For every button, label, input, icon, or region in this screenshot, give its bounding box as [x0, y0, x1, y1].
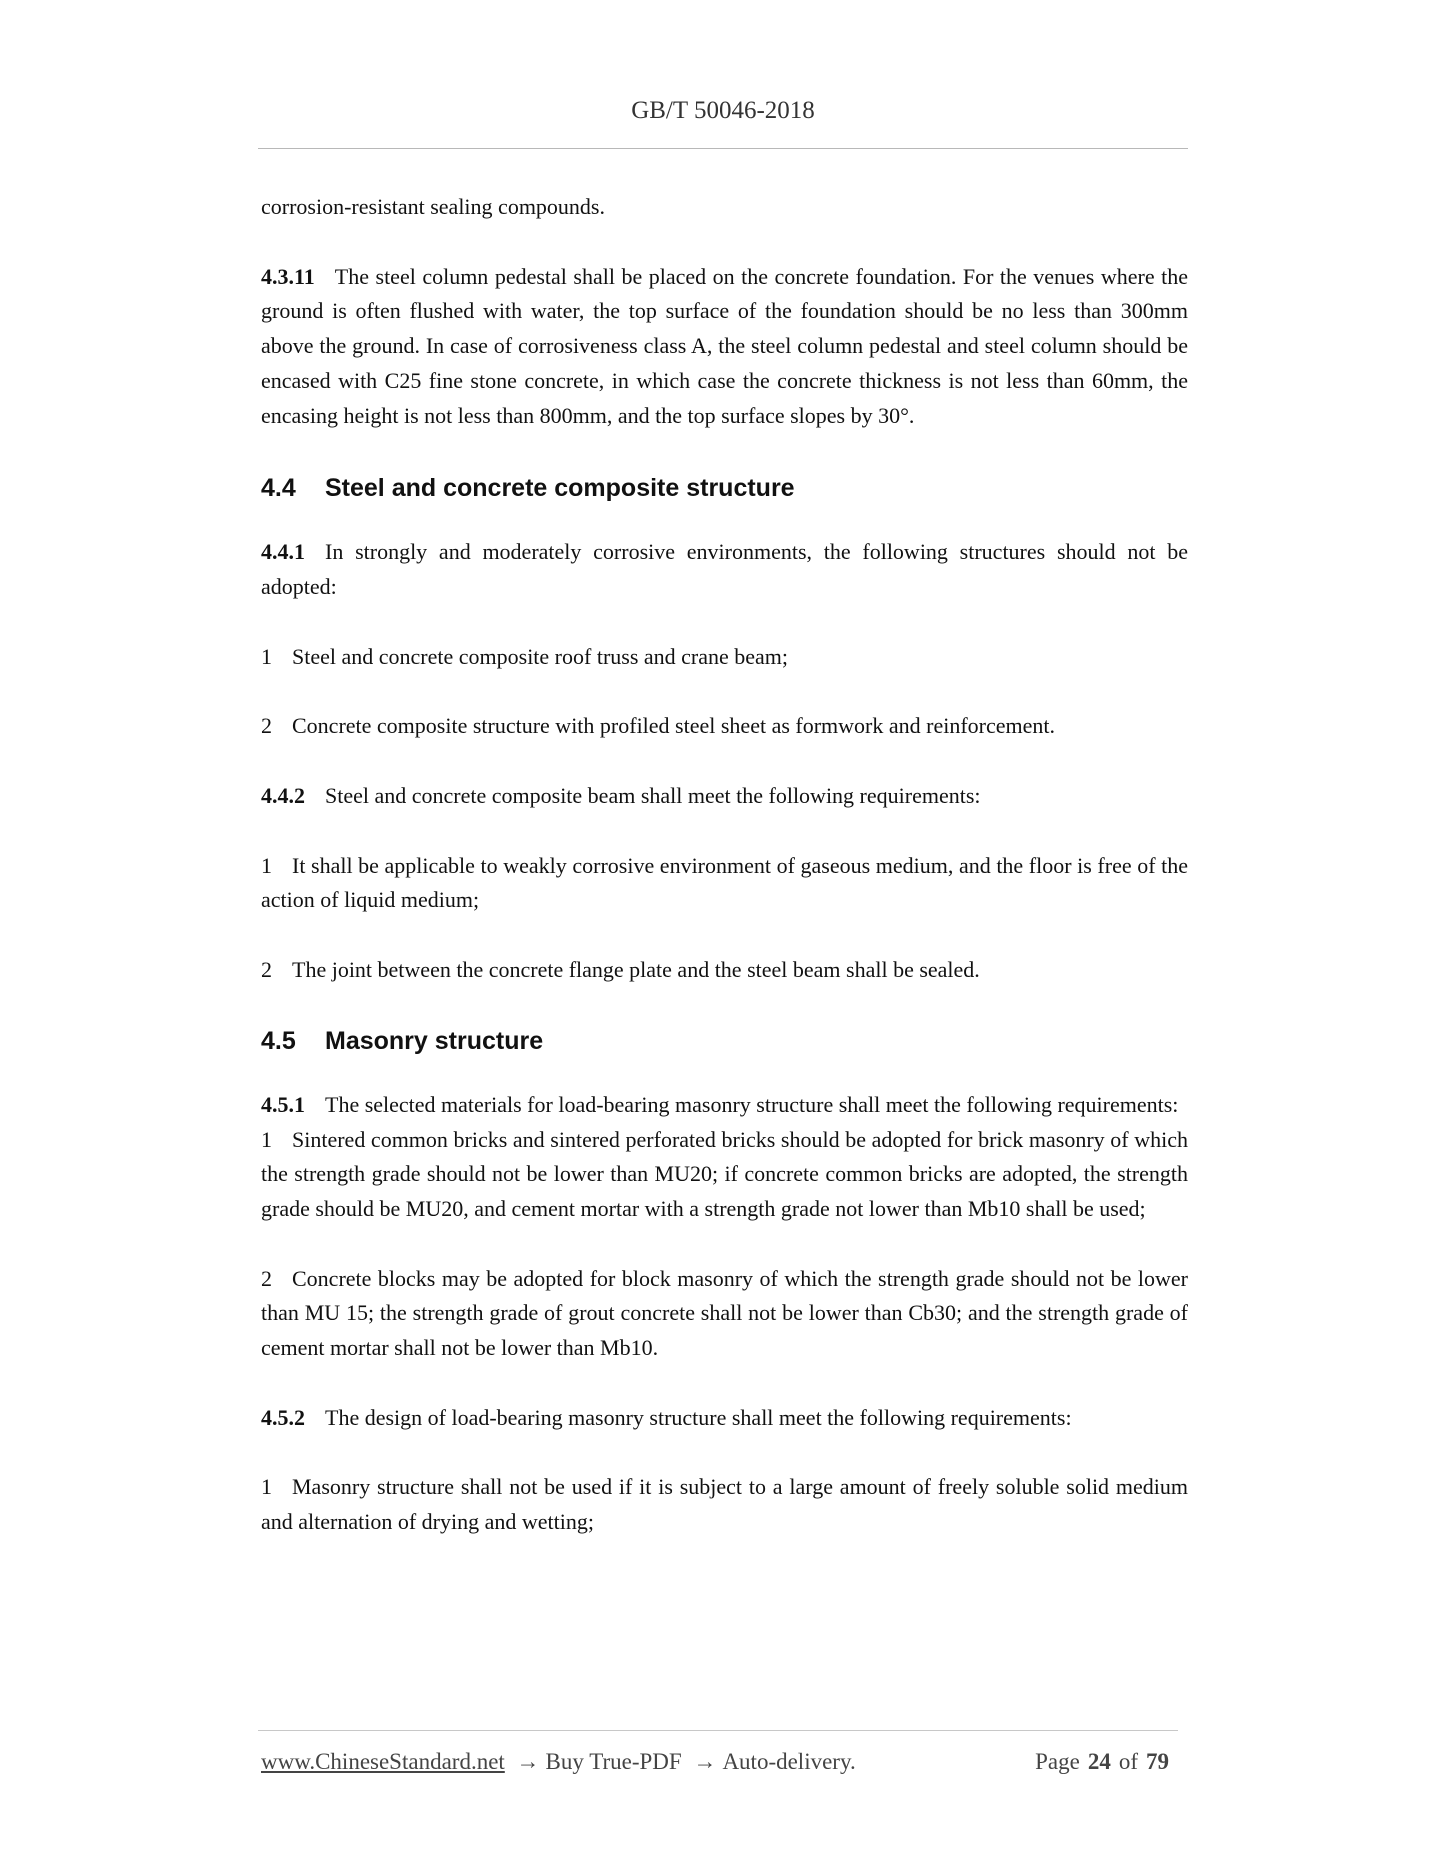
clause-number: 4.4.2: [261, 783, 305, 809]
clause-4-5-1: [261, 1088, 1188, 1123]
item-text: It shall be applicable to weakly corrosive environment of gaseous medium, and the floor is free of the action of liquid medium;: [261, 852, 1188, 913]
clause-text: The design of load-bearing masonry structure shall meet the following requirements:: [325, 1404, 1072, 1430]
clause-4-4-1: [261, 535, 1188, 604]
list-item: [261, 1262, 1188, 1366]
clause-text: The selected materials for load-bearing masonry structure shall meet the following requirements:: [325, 1091, 1179, 1117]
page-label: Page: [1035, 1749, 1080, 1774]
item-number: 1: [261, 643, 272, 669]
section-heading-4-4: [261, 471, 1188, 505]
buy-pdf-text: Buy True-PDF: [545, 1749, 682, 1774]
list-item: [261, 953, 1188, 988]
clause-4-5-2: [261, 1401, 1188, 1436]
page-counter: [1035, 1747, 1177, 1777]
clause-text: The steel column pedestal shall be placed on the concrete foundation. For the venues where the ground is often flushed with water, the top surface of the foundation should be no less than 300mm above the ground. In case of corrosiveness class A, the steel column pedestal and steel column should be encased with C25 fine stone concrete, in which case the concrete thickness is not less than 60mm, the encasing height is not less than 800mm, and the top surface slopes by 30°.: [261, 263, 1188, 428]
item-text: Sintered common bricks and sintered perforated bricks should be adopted for brick masonry of which the strength grade should not be lower than MU20; if concrete common bricks are adopted, the strength grade should be MU20, and cement mortar with a strength grade not lower than Mb10 shall be used;: [261, 1126, 1188, 1221]
item-text: Concrete blocks may be adopted for block masonry of which the strength grade should not be lower than MU 15; the strength grade of grout concrete shall not be lower than Cb30; and the strength grade of cement mortar shall not be lower than Mb10.: [261, 1265, 1188, 1361]
item-number: 1: [261, 1474, 272, 1500]
clause-number: 4.4.1: [261, 539, 305, 565]
item-number: 2: [261, 713, 272, 739]
section-title: Steel and concrete composite structure: [325, 474, 795, 503]
item-text: The joint between the concrete flange plate and the steel beam shall be sealed.: [292, 957, 980, 983]
auto-delivery-text: Auto-delivery.: [722, 1749, 856, 1774]
header-title: GB/T 50046-2018: [631, 97, 815, 124]
footer-divider: [258, 1730, 1178, 1731]
list-item: [261, 709, 1188, 744]
clause-number: 4.3.11: [261, 263, 315, 289]
clause-4-3-11: [261, 260, 1188, 434]
section-title: Masonry structure: [325, 1026, 544, 1055]
item-number: 2: [261, 1265, 272, 1291]
list-item: [261, 1470, 1188, 1539]
item-number: 1: [261, 1126, 272, 1152]
page-number: 24: [1087, 1749, 1111, 1774]
website-link[interactable]: www.ChineseStandard.net: [261, 1749, 505, 1774]
clause-4-4-2: [261, 779, 1188, 814]
section-number: 4.5: [261, 1026, 296, 1055]
arrow-right-icon: →: [516, 1749, 540, 1774]
item-text: Steel and concrete composite roof truss and crane beam;: [292, 643, 789, 669]
header-divider: [258, 148, 1188, 149]
item-number: 1: [261, 852, 272, 878]
item-number: 2: [261, 957, 272, 983]
list-item: [261, 1123, 1188, 1227]
list-item: [261, 849, 1188, 918]
arrow-right-icon: →: [693, 1749, 717, 1774]
section-number: 4.4: [261, 474, 296, 503]
item-text: Masonry structure shall not be used if it is subject to a large amount of freely soluble solid medium and alternation of drying and wetting;: [261, 1474, 1188, 1535]
footer-promo: [261, 1747, 856, 1777]
page-body: [261, 190, 1188, 1540]
of-label: of: [1118, 1749, 1138, 1774]
clause-number: 4.5.1: [261, 1091, 305, 1117]
clause-text: In strongly and moderately corrosive environments, the following structures should not be adopted:: [261, 539, 1188, 599]
item-text: Concrete composite structure with profiled steel sheet as formwork and reinforcement.: [292, 713, 1056, 739]
total-pages: 79: [1146, 1749, 1169, 1774]
clause-number: 4.5.2: [261, 1404, 305, 1430]
continued-paragraph: corrosion-resistant sealing compounds.: [261, 194, 605, 219]
section-heading-4-5: [261, 1024, 1188, 1058]
clause-text: Steel and concrete composite beam shall meet the following requirements:: [325, 783, 981, 809]
list-item: [261, 640, 1188, 675]
